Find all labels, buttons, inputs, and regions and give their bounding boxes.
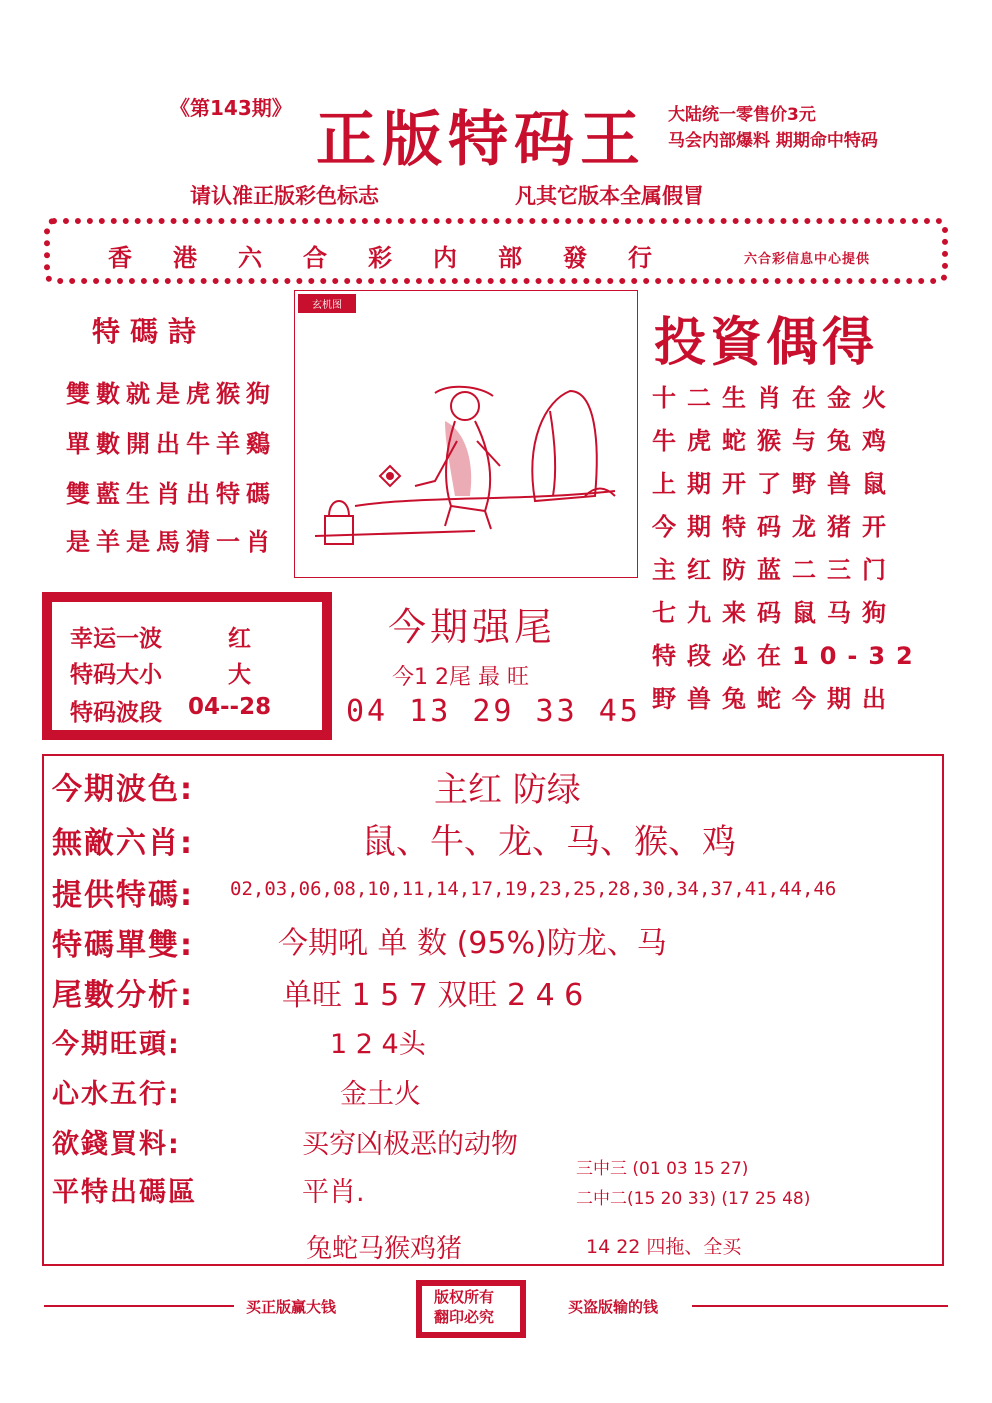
price-note: 大陆统一零售价3元 [668, 105, 816, 125]
footer-slogan-right: 买盗版输的钱 [568, 1298, 659, 1316]
illustration-stamp: 玄机图 [298, 294, 356, 313]
strong-tail-numbers: 04 13 29 33 45 [346, 694, 641, 729]
special-numbers-label: 提供特碼: [52, 878, 194, 913]
head-value: 1 2 4头 [330, 1029, 426, 1060]
authenticity-notice: 请认准正版彩色标志 [190, 184, 379, 208]
poem-title: 特碼詩 [92, 315, 207, 348]
counterfeit-notice: 凡其它版本全属假冒 [515, 184, 704, 208]
verse-line: 主红防蓝二三门 [652, 556, 897, 584]
six-zodiac-label: 無敵六肖: [52, 826, 194, 861]
color-label: 今期波色: [52, 772, 194, 807]
poem-line: 雙藍生肖出特碼 [66, 479, 276, 508]
issuer-source: 六合彩信息中心提供 [744, 252, 871, 267]
poem-line: 雙數就是虎猴狗 [66, 379, 276, 408]
five-elements-label: 心水五行: [52, 1079, 181, 1110]
insider-note: 马会内部爆料 期期命中特码 [668, 131, 878, 151]
footer-slogan-left: 买正版赢大钱 [246, 1298, 337, 1316]
five-elements-value: 金土火 [340, 1079, 421, 1110]
buy-material-value: 买穷凶极恶的动物 [302, 1129, 518, 1160]
invest-title: 投資偶得 [654, 313, 879, 373]
footer-divider [692, 1305, 948, 1307]
verse-line: 七九来码鼠马狗 [652, 599, 897, 627]
odd-even-value: 今期吼 单 数 (95%)防龙、马 [278, 926, 667, 961]
strong-tail-subtitle: 今1 2尾 最 旺 [392, 665, 529, 690]
copyright-line: 翻印必究 [434, 1308, 495, 1326]
verse-line: 牛虎蛇猴与兔鸡 [652, 427, 897, 455]
lucky-size-label: 特码大小 [70, 662, 162, 688]
verse-line: 野兽兔蛇今期出 [652, 685, 897, 713]
lucky-range-value: 04--28 [188, 694, 272, 720]
tail-analysis-label: 尾數分析: [52, 978, 194, 1013]
head-label: 今期旺頭: [52, 1029, 181, 1060]
color-value: 主红 防绿 [434, 770, 581, 810]
issuer-banner-text: 香港六合彩内部發行 [108, 244, 693, 272]
flat-zone-label: 平特出碼區 [52, 1177, 197, 1208]
verse-line: 特段必在10-32 [652, 642, 924, 670]
page-title: 正版特码王 [316, 105, 646, 175]
verse-line: 十二生肖在金火 [652, 384, 897, 412]
tail-analysis-value: 单旺 1 5 7 双旺 2 4 6 [282, 978, 584, 1013]
combo-three: 三中三 (01 03 15 27) [576, 1159, 749, 1179]
footer-divider [44, 1305, 234, 1307]
lucky-range-label: 特码波段 [70, 700, 162, 726]
lucky-wave-value: 红 [228, 626, 251, 652]
illustration-frame [294, 290, 638, 578]
lucky-wave-label: 幸运一波 [70, 626, 162, 652]
illustration-figure [295, 291, 637, 577]
flat-zone-value: 平肖. [302, 1177, 365, 1208]
verse-line: 今期特码龙猪开 [652, 513, 897, 541]
special-numbers-value: 02,03,06,08,10,11,14,17,19,23,25,28,30,34,37,41,44,46 [230, 878, 837, 900]
odd-even-label: 特碼單雙: [52, 928, 194, 963]
copyright-line: 版权所有 [434, 1288, 495, 1306]
lucky-size-value: 大 [228, 662, 251, 688]
poem-line: 是羊是馬猜一肖 [66, 527, 276, 556]
drag-note: 14 22 四拖、全买 [586, 1236, 742, 1258]
verse-line: 上期开了野兽鼠 [652, 470, 897, 498]
six-zodiac-value: 鼠、牛、龙、马、猴、鸡 [362, 822, 736, 862]
buy-material-label: 欲錢買料: [52, 1129, 181, 1160]
combo-two: 二中二(15 20 33) (17 25 48) [576, 1189, 811, 1209]
poem-line: 單數開出牛羊鷄 [66, 429, 276, 458]
strong-tail-title: 今期强尾 [388, 605, 557, 649]
issue-number: 《第143期》 [170, 96, 292, 120]
zodiac-list: 兔蛇马猴鸡猪 [306, 1234, 463, 1264]
